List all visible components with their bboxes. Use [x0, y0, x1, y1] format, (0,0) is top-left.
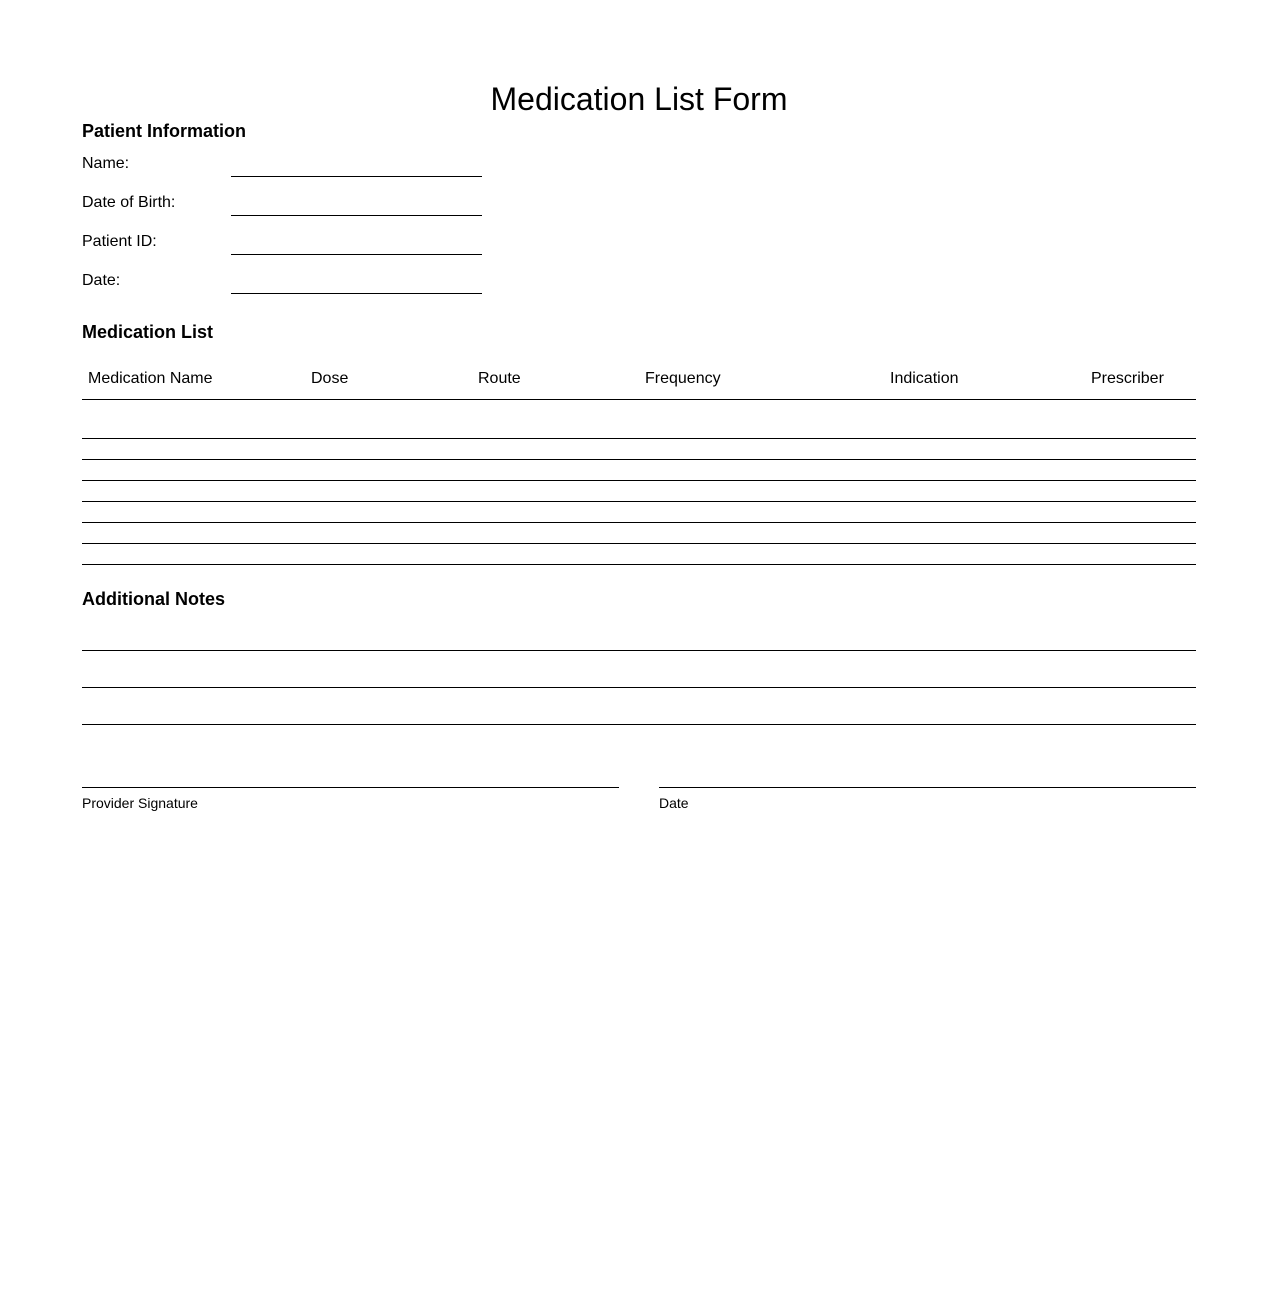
- patient-id-field[interactable]: [231, 254, 482, 255]
- notes-line[interactable]: [82, 724, 1196, 725]
- name-field[interactable]: [231, 176, 482, 177]
- table-row[interactable]: [82, 564, 1196, 565]
- table-header-divider: [82, 399, 1196, 400]
- dob-field[interactable]: [231, 215, 482, 216]
- table-row[interactable]: [82, 501, 1196, 502]
- date-label: Date:: [82, 272, 121, 289]
- patient-info-heading: Patient Information: [82, 121, 247, 141]
- notes-line[interactable]: [82, 650, 1196, 651]
- column-header-indication: Indication: [890, 370, 959, 387]
- column-header-medication-name: Medication Name: [88, 370, 213, 387]
- table-row[interactable]: [82, 459, 1196, 460]
- name-label: Name:: [82, 155, 130, 172]
- table-row[interactable]: [82, 438, 1196, 439]
- page-title: Medication List Form: [490, 81, 788, 118]
- dob-label: Date of Birth:: [82, 194, 176, 211]
- date-field[interactable]: [231, 293, 482, 294]
- column-header-dose: Dose: [311, 370, 349, 387]
- table-row[interactable]: [82, 480, 1196, 481]
- column-header-route: Route: [478, 370, 521, 387]
- table-row[interactable]: [82, 543, 1196, 544]
- provider-signature-label: Provider Signature: [82, 795, 198, 811]
- table-row[interactable]: [82, 522, 1196, 523]
- column-header-frequency: Frequency: [645, 370, 721, 387]
- medication-list-heading: Medication List: [82, 322, 214, 342]
- patient-id-label: Patient ID:: [82, 233, 157, 250]
- notes-line[interactable]: [82, 687, 1196, 688]
- signature-date-label: Date: [659, 795, 689, 811]
- additional-notes-heading: Additional Notes: [82, 589, 225, 609]
- signature-date-field[interactable]: [659, 787, 1196, 788]
- column-header-prescriber: Prescriber: [1091, 370, 1164, 387]
- provider-signature-field[interactable]: [82, 787, 619, 788]
